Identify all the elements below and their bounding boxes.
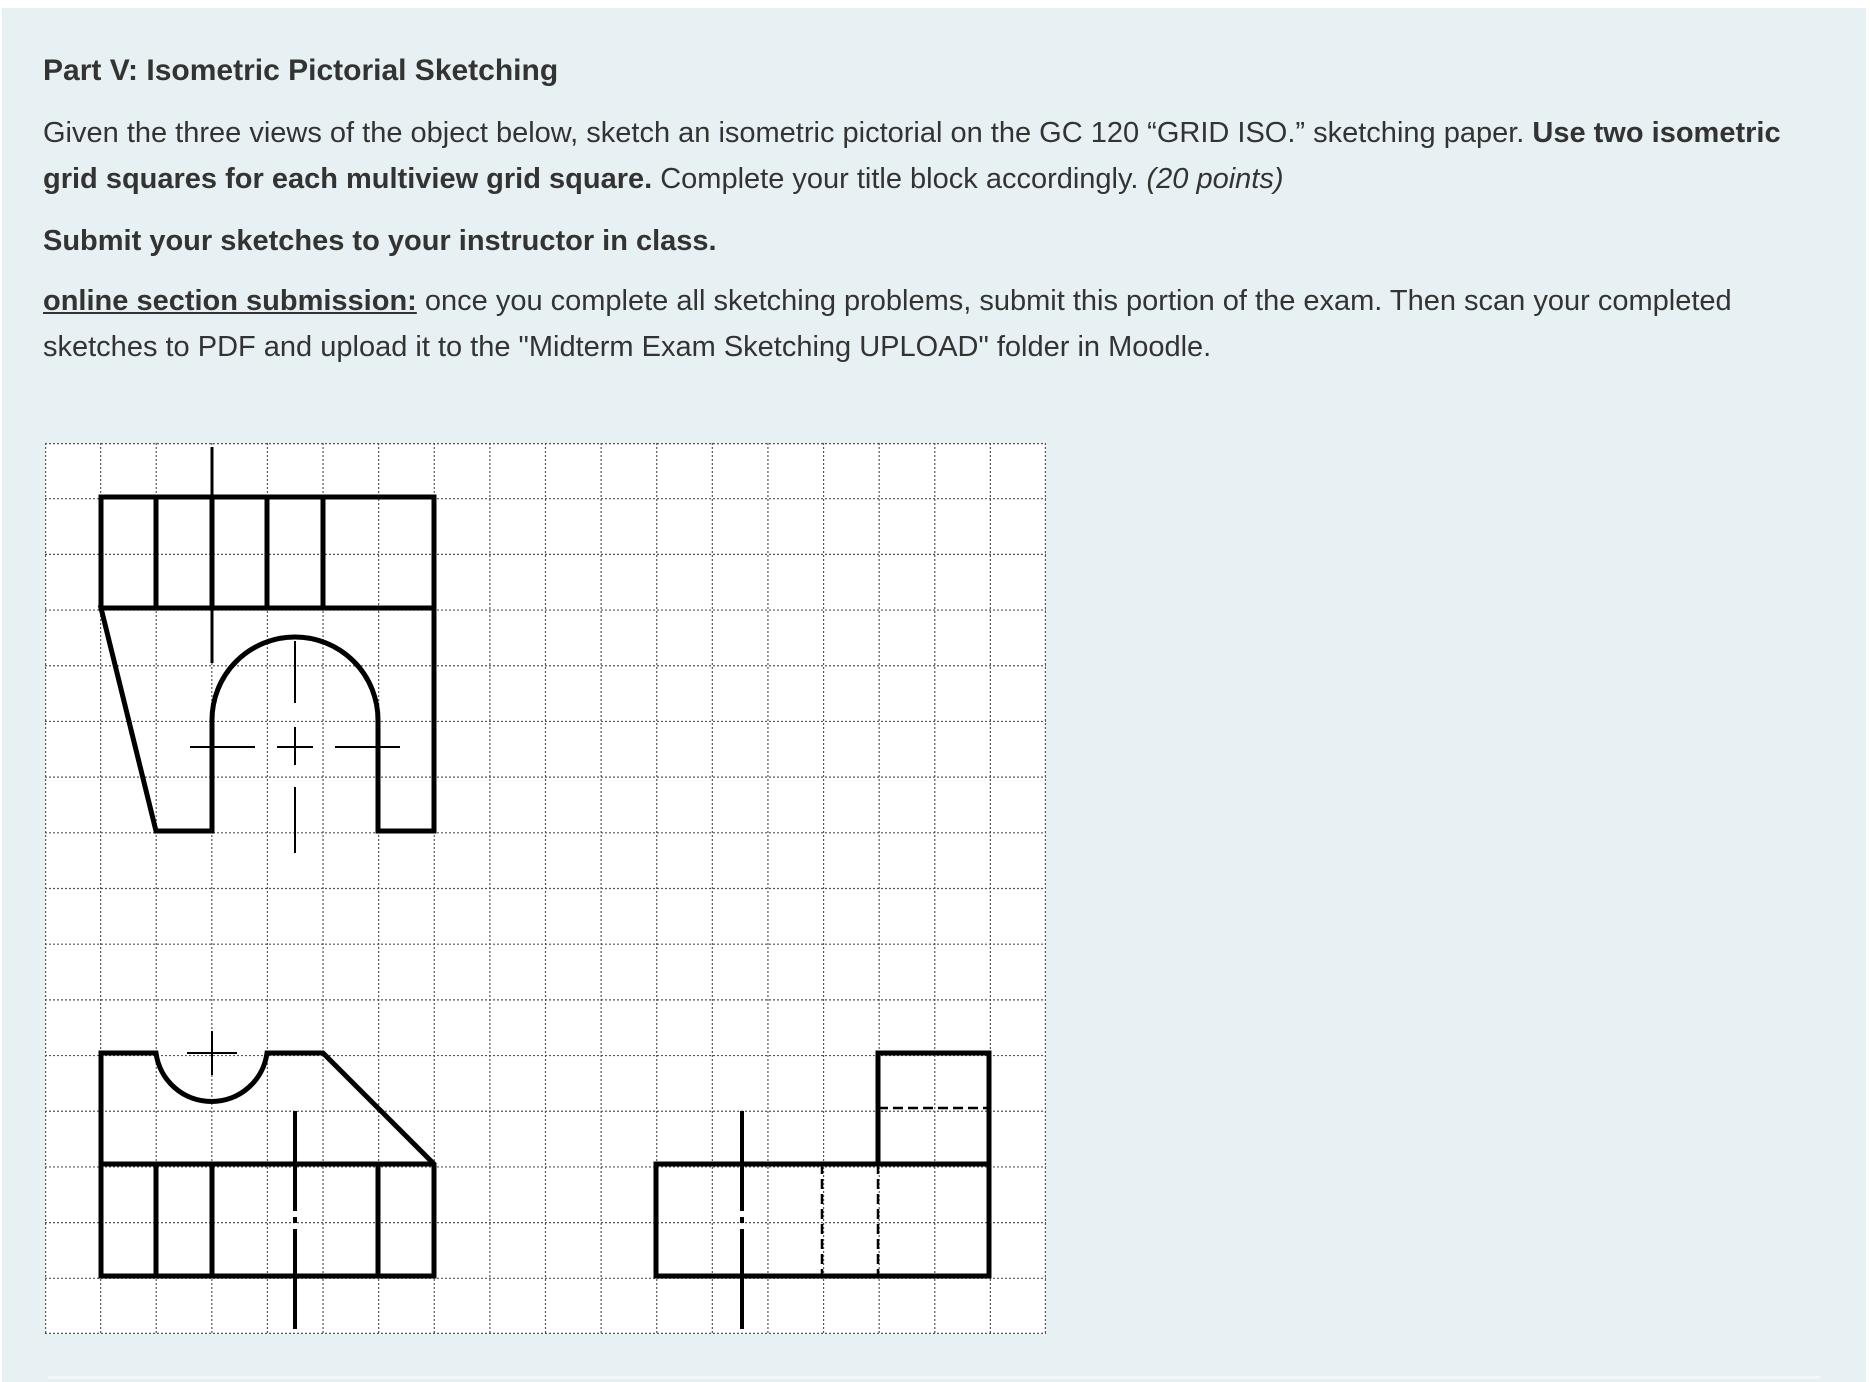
online-submission-label: online section submission: — [43, 285, 417, 317]
online-submission-text: once you complete all sketching problems, submit this portion of the exam. Then scan your completed sketches to PDF and upload it to the "Midterm Exam Sketching UPLOAD" folder in Moodle. — [43, 285, 1732, 363]
instructions-text-2: Complete your title block accordingly. — [652, 163, 1147, 195]
panel-divider — [48, 1376, 1820, 1379]
submit-note: Submit your sketches to your instructor in class. — [43, 225, 717, 257]
instructions-bold: Use two isometric grid squares for each multiview grid square. — [43, 117, 1781, 195]
instructions-text: Given the three views of the object below, sketch an isometric pictorial on the GC 120 “GRID ISO.” sketching paper. — [43, 117, 1533, 149]
points-value: (20 points) — [1146, 163, 1284, 195]
instructions-paragraph — [43, 110, 1843, 202]
multiview-drawing-svg — [45, 443, 1046, 1334]
multiview-drawing — [45, 443, 1046, 1334]
section-heading: Part V: Isometric Pictorial Sketching — [43, 54, 559, 87]
online-submission-paragraph — [43, 278, 1843, 370]
